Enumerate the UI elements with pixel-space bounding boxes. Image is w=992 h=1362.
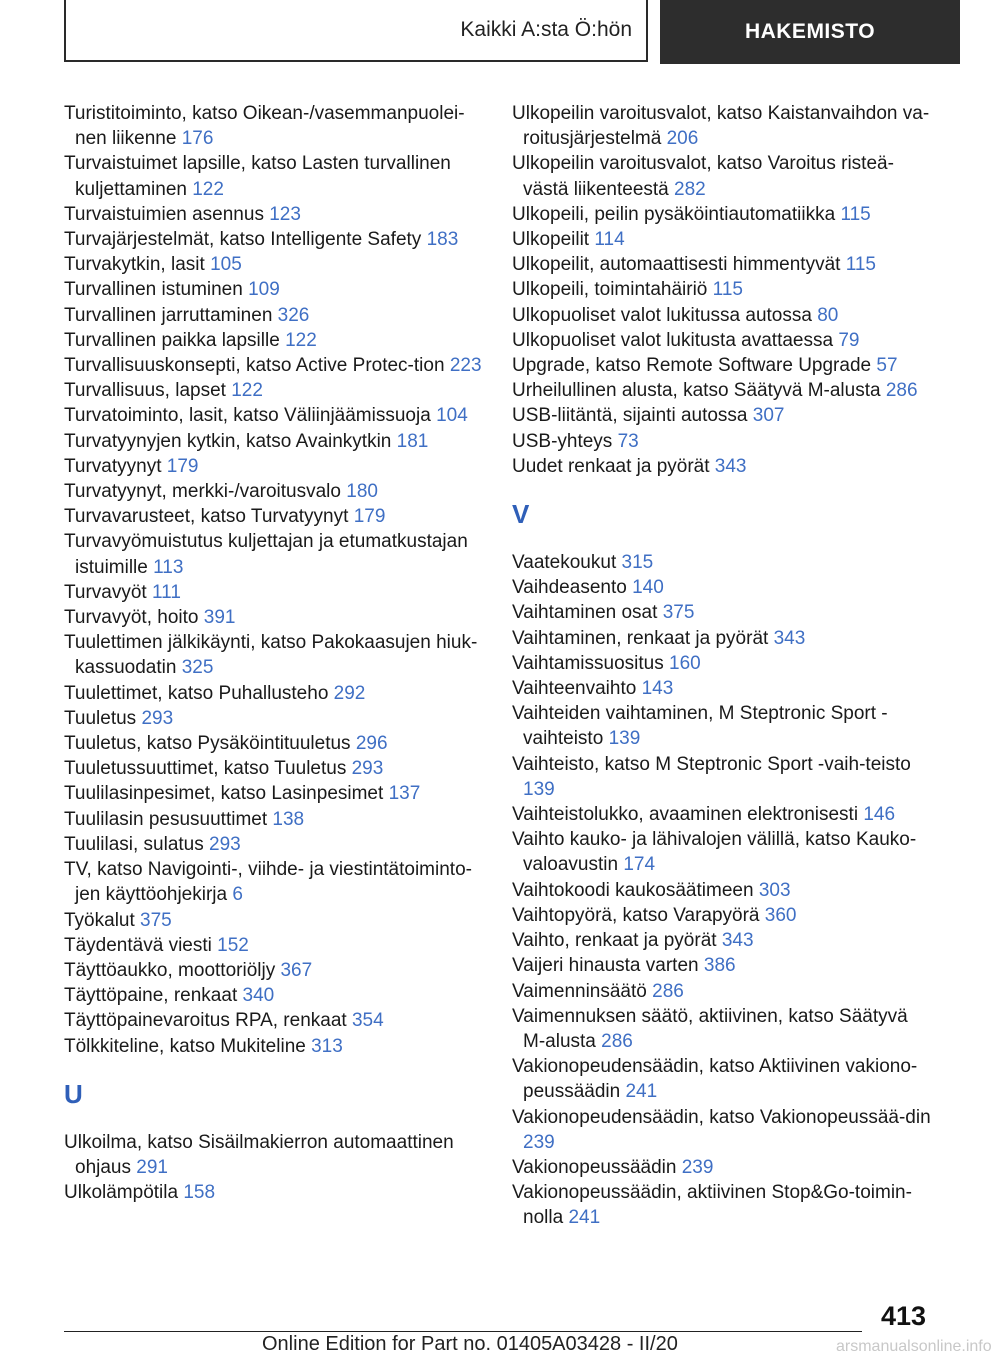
entry-term: Vaihtopyörä, katso Varapyörä (512, 904, 760, 926)
index-entry (64, 1130, 482, 1180)
entry-term: Turvatyynyt (64, 455, 162, 477)
entry-page-link[interactable]: 113 (153, 556, 184, 578)
entry-term: Turvavyöt (64, 581, 147, 603)
index-entry (512, 1155, 932, 1180)
index-entry (64, 983, 482, 1008)
entry-term: Vaimennuksen säätö, aktiivinen, katso Säätyvä M-alusta (512, 1005, 908, 1052)
entry-term: Vaijeri hinausta varten (512, 955, 699, 977)
index-entry (512, 575, 932, 600)
entry-term: Turvallisuus, lapset (64, 380, 226, 402)
entry-page-link[interactable]: 286 (652, 980, 684, 1002)
index-entry (64, 454, 482, 479)
index-entry (512, 252, 932, 277)
index-entry (64, 580, 482, 605)
entry-page-link[interactable]: 293 (141, 707, 174, 729)
entry-page-link[interactable]: 122 (231, 380, 263, 402)
index-entry (64, 202, 482, 227)
index-entry (64, 832, 482, 857)
entry-term: Vakionopeussäädin (512, 1156, 677, 1178)
entry-term: Turvaistuimet lapsille, katso Lasten turvallinen kuljettaminen (64, 153, 451, 200)
entry-term: Turvatyynyt, merkki-/varoitusvalo (64, 481, 341, 503)
index-entry (64, 706, 482, 731)
entry-term: Turvaistuimien asennus (64, 203, 264, 225)
entry-page-link[interactable]: 391 (203, 607, 236, 629)
index-entry (64, 504, 482, 529)
entry-page-link[interactable]: 325 (181, 657, 214, 679)
entry-term: Turvavyömuistutus kuljettajan ja etumatkustajan istuimille (64, 531, 468, 578)
entry-term: Ulkopeilin varoitusvalot, katso Kaistanvaihdon va‐roitusjärjestelmä (512, 103, 930, 150)
index-entry (512, 454, 932, 479)
entry-page-link[interactable]: 79 (838, 329, 860, 351)
entry-page-link[interactable]: 160 (669, 652, 701, 674)
entry-page-link[interactable]: 223 (449, 355, 482, 377)
entry-page-link[interactable]: 206 (666, 128, 699, 150)
entry-page-link[interactable]: 179 (166, 455, 199, 477)
index-entry (64, 1180, 482, 1205)
index-entry (64, 958, 482, 983)
entry-term: Vaihtaminen osat (512, 602, 658, 624)
entry-page-link[interactable]: 313 (311, 1035, 343, 1057)
index-entry (64, 857, 482, 907)
entry-page-link[interactable]: 375 (140, 909, 172, 931)
entry-term: Vaihdeasento (512, 577, 627, 599)
entry-term: Työkalut (64, 909, 135, 931)
entry-page-link[interactable]: 303 (758, 879, 791, 901)
index-entry (64, 252, 482, 277)
index-entry (512, 928, 932, 953)
entry-page-link[interactable]: 122 (192, 178, 224, 200)
entry-term: Turvavarusteet, katso Turvatyynyt (64, 506, 349, 528)
entry-page-link[interactable]: 115 (712, 279, 743, 301)
entry-page-link[interactable]: 296 (355, 733, 388, 755)
index-entry (64, 807, 482, 832)
index-entry (64, 630, 482, 680)
index-entry (512, 378, 932, 403)
entry-term: Turvavyöt, hoito (64, 607, 199, 629)
entry-term: Turvatyynyjen kytkin, katso Avainkytkin (64, 430, 392, 452)
entry-term: Vaatekoukut (512, 552, 617, 574)
entry-term: Täydentävä viesti (64, 934, 212, 956)
entry-term: Ulkopeilit, automaattisesti himmentyvät (512, 254, 841, 276)
index-entry (512, 953, 932, 978)
index-entry (512, 626, 932, 651)
entry-term: Tuulettimen jälkikäynti, katso Pakokaasujen hiuk‐kassuodatin (64, 632, 478, 679)
entry-page-link[interactable]: 174 (623, 854, 656, 876)
entry-page-link[interactable]: 343 (714, 455, 747, 477)
index-entry (64, 781, 482, 806)
index-entry (64, 151, 482, 201)
index-entry (512, 403, 932, 428)
index-entry (512, 353, 932, 378)
index-entry (64, 605, 482, 630)
entry-term: Ulkolämpötila (64, 1182, 179, 1204)
entry-term: Vaihtokoodi kaukosäätimeen (512, 879, 754, 901)
entry-group-t (64, 101, 482, 1059)
watermark: arsmanualsonline.info (836, 1338, 992, 1355)
index-entry (512, 151, 932, 201)
index-entry (64, 529, 482, 579)
page-number: 413 (880, 1301, 926, 1331)
entry-term: Tölkkiteline, katso Mukiteline (64, 1035, 306, 1057)
entry-term: Vaihteiden vaihtaminen, M Steptronic Sport -vaihteisto (512, 703, 888, 750)
entry-term: TV, katso Navigointi-, viihde- ja viestintätoiminto‐jen käyttöohjekirja (64, 859, 472, 906)
entry-term: Ulkopeilin varoitusvalot, katso Varoitus risteä‐västä liikenteestä (512, 153, 894, 200)
entry-term: Tuuletus (64, 707, 137, 729)
entry-page-link[interactable]: 375 (662, 602, 695, 624)
entry-term: Vaihtamissuositus (512, 652, 664, 674)
entry-page-link[interactable]: 138 (272, 808, 305, 830)
entry-page-link[interactable]: 137 (388, 783, 421, 805)
index-entry (64, 756, 482, 781)
entry-term: Turistitoiminto, katso Oikean-/vasemmanpuolei‐nen liikenne (64, 103, 465, 150)
index-entry (64, 731, 482, 756)
entry-page-link[interactable]: 73 (617, 430, 639, 452)
entry-page-link[interactable]: 286 (601, 1030, 633, 1052)
index-entry (64, 378, 482, 403)
entry-term: Tuuletussuuttimet, katso Tuuletus (64, 758, 347, 780)
entry-page-link[interactable]: 80 (817, 304, 839, 326)
entry-page-link[interactable]: 152 (217, 934, 249, 956)
index-entry (512, 101, 932, 151)
entry-page-link[interactable]: 293 (209, 833, 241, 855)
entry-page-link[interactable]: 292 (333, 682, 366, 704)
index-tab-label: HAKEMISTO (744, 20, 876, 43)
entry-term: Vaihto kauko- ja lähivalojen välillä, katso Kauko‐valoavustin (512, 829, 917, 876)
entry-term: Turvallinen jarruttaminen (64, 304, 273, 326)
entry-term: Täyttöaukko, moottoriöljy (64, 959, 276, 981)
entry-page-link[interactable]: 123 (269, 203, 301, 225)
entry-term: USB-liitäntä, sijainti autossa (512, 405, 748, 427)
entry-group-u-continued (512, 101, 932, 479)
entry-page-link[interactable]: 109 (248, 279, 280, 301)
index-entry (64, 429, 482, 454)
index-entry (512, 903, 932, 928)
entry-page-link[interactable]: 6 (232, 884, 243, 906)
entry-term: Vaihteistolukko, avaaminen elektronisesti (512, 804, 859, 826)
index-entry (64, 479, 482, 504)
entry-term: Tuuletus, katso Pysäköintituuletus (64, 733, 351, 755)
edition-note: Online Edition for Part no. 01405A03428 - II/20 (262, 1333, 678, 1355)
index-entry (512, 277, 932, 302)
entry-term: Turvallinen paikka lapsille (64, 329, 280, 351)
index-entry (64, 227, 482, 252)
section-tab[interactable] (64, 0, 648, 62)
entry-page-link[interactable]: 143 (641, 678, 674, 700)
index-entry (512, 1105, 932, 1155)
index-entry (64, 303, 482, 328)
entry-page-link[interactable]: 241 (625, 1081, 658, 1103)
entry-term: Täyttöpainevaroitus RPA, renkaat (64, 1010, 347, 1032)
index-entry (512, 429, 932, 454)
entry-term: Vakionopeudensäädin, katso Vakionopeussää‐din (512, 1106, 931, 1128)
index-entry (512, 303, 932, 328)
entry-page-link[interactable]: 139 (608, 728, 641, 750)
entry-term: Upgrade, katso Remote Software Upgrade (512, 355, 872, 377)
entry-term: Tuulilasinpesimet, katso Lasinpesimet (64, 783, 384, 805)
index-entry (64, 403, 482, 428)
entry-page-link[interactable]: 140 (632, 577, 664, 599)
entry-term: Ulkopeili, toimintahäiriö (512, 279, 708, 301)
index-entry (512, 651, 932, 676)
index-column-left (64, 101, 482, 1205)
entry-page-link[interactable]: 241 (568, 1207, 601, 1229)
entry-page-link[interactable]: 114 (594, 229, 625, 251)
entry-term: Vaihteenvaihto (512, 678, 637, 700)
entry-term: Uudet renkaat ja pyörät (512, 455, 710, 477)
index-entry (64, 101, 482, 151)
entry-page-link[interactable]: 105 (210, 254, 242, 276)
entry-term: Vaihteisto, katso M Steptronic Sport -vaih‐teisto (512, 753, 911, 775)
entry-page-link[interactable]: 115 (840, 203, 871, 225)
entry-page-link[interactable]: 176 (181, 128, 214, 150)
index-entry (64, 1034, 482, 1059)
index-entry (64, 908, 482, 933)
entry-term: Ulkopuoliset valot lukitusta avattaessa (512, 329, 834, 351)
entry-group-u (64, 1130, 482, 1206)
entry-page-link[interactable]: 367 (280, 959, 313, 981)
entry-term: Vakionopeudensäädin, katso Aktiivinen vakiono‐peussäädin (512, 1056, 918, 1103)
entry-page-link[interactable]: 115 (845, 254, 876, 276)
index-tab[interactable] (660, 0, 960, 64)
index-entry (64, 1008, 482, 1033)
index-entry (512, 227, 932, 252)
entry-page-link[interactable]: 180 (346, 481, 378, 503)
entry-term: Ulkopeilit (512, 229, 590, 251)
entry-page-link[interactable]: 340 (242, 985, 275, 1007)
entry-term: Ulkopeili, peilin pysäköintiautomatiikka (512, 203, 836, 225)
letter-heading-u: U (64, 1078, 83, 1109)
index-entry (64, 681, 482, 706)
entry-page-link[interactable]: 315 (621, 552, 654, 574)
index-entry (64, 277, 482, 302)
footer-divider (64, 1331, 862, 1332)
index-entry (512, 827, 932, 877)
entry-page-link[interactable]: 360 (764, 904, 797, 926)
entry-term: Ulkoilma, katso Sisäilmakierron automaattinen ohjaus (64, 1131, 454, 1178)
entry-term: Täyttöpaine, renkaat (64, 985, 238, 1007)
entry-page-link[interactable]: 179 (353, 506, 386, 528)
entry-page-link[interactable]: 158 (183, 1182, 216, 1204)
header-tabs (64, 0, 960, 64)
index-entry (512, 701, 932, 751)
index-column-right (512, 101, 932, 1231)
entry-page-link[interactable]: 146 (863, 804, 896, 826)
entry-term: Turvallisuuskonsepti, katso Active Protec‐tion (64, 355, 445, 377)
index-entry (512, 1180, 932, 1230)
index-entry (512, 979, 932, 1004)
entry-term: USB-yhteys (512, 430, 613, 452)
entry-page-link[interactable]: 239 (523, 1131, 555, 1153)
section-tab-label: Kaikki A:sta Ö:hön (460, 18, 632, 41)
entry-page-link[interactable]: 282 (674, 178, 706, 200)
entry-page-link[interactable]: 122 (285, 329, 317, 351)
entry-term: Vaihto, renkaat ja pyörät (512, 930, 717, 952)
index-entry (512, 676, 932, 701)
entry-term: Vakionopeussäädin, aktiivinen Stop&Go-toimin‐nolla (512, 1182, 912, 1229)
entry-term: Tuulilasi, sulatus (64, 833, 204, 855)
index-entry (512, 600, 932, 625)
entry-page-link[interactable]: 183 (426, 229, 459, 251)
index-entry (64, 353, 482, 378)
index-entry (512, 1054, 932, 1104)
entry-page-link[interactable]: 104 (436, 405, 468, 427)
entry-page-link[interactable]: 307 (752, 405, 785, 427)
entry-page-link[interactable]: 181 (396, 430, 429, 452)
entry-term: Vaihtaminen, renkaat ja pyörät (512, 627, 769, 649)
index-entry (512, 878, 932, 903)
entry-page-link[interactable]: 293 (351, 758, 384, 780)
entry-term: Urheilullinen alusta, katso Säätyvä M-alusta (512, 380, 881, 402)
entry-page-link[interactable]: 239 (681, 1156, 714, 1178)
entry-page-link[interactable]: 343 (773, 627, 806, 649)
entry-page-link[interactable]: 354 (351, 1010, 384, 1032)
entry-term: Vaimenninsäätö (512, 980, 647, 1002)
index-entry (512, 550, 932, 575)
index-entry (512, 328, 932, 353)
entry-page-link[interactable]: 386 (703, 955, 736, 977)
entry-term: Turvallinen istuminen (64, 279, 243, 301)
entry-term: Turvakytkin, lasit (64, 254, 205, 276)
entry-term: Ulkopuoliset valot lukitussa autossa (512, 304, 812, 326)
entry-page-link[interactable]: 343 (721, 930, 754, 952)
entry-group-v (512, 550, 932, 1230)
index-entry (512, 752, 932, 802)
entry-term: Turvatoiminto, lasit, katso Väliinjäämissuoja (64, 405, 431, 427)
index-entry (64, 933, 482, 958)
entry-page-link[interactable]: 57 (876, 355, 898, 377)
entry-term: Tuulilasin pesusuuttimet (64, 808, 268, 830)
entry-page-link[interactable]: 111 (152, 581, 181, 603)
entry-page-link[interactable]: 286 (885, 380, 918, 402)
letter-heading-v: V (512, 499, 530, 530)
entry-page-link[interactable]: 291 (136, 1156, 168, 1178)
index-entry (512, 202, 932, 227)
entry-page-link[interactable]: 326 (277, 304, 310, 326)
index-entry (512, 1004, 932, 1054)
index-entry (512, 802, 932, 827)
index-entry (64, 328, 482, 353)
entry-term: Turvajärjestelmät, katso Intelligente Safety (64, 229, 422, 251)
entry-term: Tuulettimet, katso Puhallusteho (64, 682, 329, 704)
entry-page-link[interactable]: 139 (523, 778, 555, 800)
